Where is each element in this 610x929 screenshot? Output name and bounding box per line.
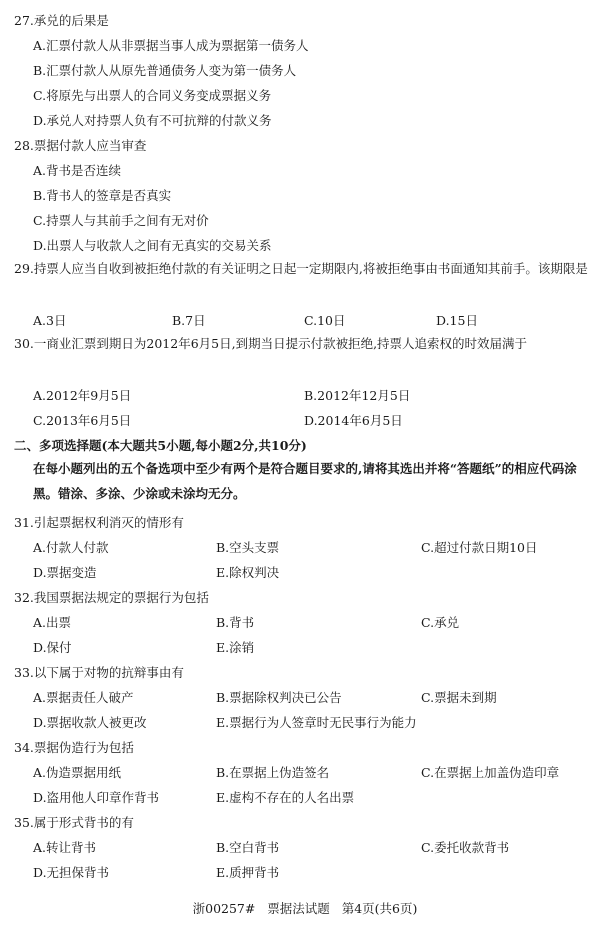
question-32-option-b: B.背书 [216,615,255,630]
question-32-option-e: E.涂销 [216,640,255,655]
question-30-option-d: D.2014年6月5日 [304,413,403,428]
section-2-title: 二、多项选择题(本大题共5小题,每小题2分,共10分) [14,438,307,453]
question-34-option-e: E.虚构不存在的人名出票 [216,790,355,805]
question-28-option-d: D.出票人与收款人之间有无真实的交易关系 [33,238,272,253]
question-27-option-c: C.将原先与出票人的合同义务变成票据义务 [33,88,272,103]
question-28-stem: 28.票据付款人应当审查 [14,138,147,153]
question-31-option-c: C.超过付款日期10日 [421,540,538,555]
question-32-option-d: D.保付 [33,640,72,655]
question-33-option-c: C.票据未到期 [421,690,497,705]
question-35-option-e: E.质押背书 [216,865,280,880]
question-35-option-b: B.空白背书 [216,840,280,855]
question-31-option-e: E.除权判决 [216,565,280,580]
question-31-option-a: A.付款人付款 [33,540,109,555]
question-33-option-e: E.票据行为人签章时无民事行为能力 [216,715,417,730]
question-34-option-a: A.伪造票据用纸 [33,765,122,780]
question-34-option-c: C.在票据上加盖伪造印章 [421,765,560,780]
question-29-option-b: B.7日 [172,313,206,328]
question-28-option-b: B.背书人的签章是否真实 [33,188,172,203]
question-31-stem: 31.引起票据权利消灭的情形有 [14,515,184,530]
question-30-option-c: C.2013年6月5日 [33,413,132,428]
question-31-option-b: B.空头支票 [216,540,280,555]
question-33-option-b: B.票据除权判决已公告 [216,690,342,705]
page-footer: 浙00257# 票据法试题 第4页(共6页) [192,901,418,916]
question-32-option-c: C.承兑 [421,615,460,630]
section-2-instruction: 在每小题列出的五个备选项中至少有两个是符合题目要求的,请将其选出并将“答题纸”的相应代码涂黑。错涂、多涂、少涂或未涂均无分。 [33,461,577,501]
question-27-option-a: A.汇票付款人从非票据当事人成为票据第一债务人 [33,38,309,53]
question-33-option-d: D.票据收款人被更改 [33,715,147,730]
question-35-stem: 35.属于形式背书的有 [14,815,134,830]
question-27-stem: 27.承兑的后果是 [14,13,109,28]
question-29-option-d: D.15日 [436,313,478,328]
question-35-option-d: D.无担保背书 [33,865,110,880]
question-33-option-a: A.票据责任人破产 [33,690,134,705]
question-29-option-a: A.3日 [33,313,67,328]
question-34-option-d: D.盗用他人印章作背书 [33,790,160,805]
question-28-option-c: C.持票人与其前手之间有无对价 [33,213,209,228]
question-29-stem: 29.持票人应当自收到被拒绝付款的有关证明之日起一定期限内,将被拒绝事由书面通知其前手。该期限是 [14,261,588,276]
question-30-option-b: B.2012年12月5日 [304,388,411,403]
question-34-stem: 34.票据伪造行为包括 [14,740,134,755]
question-33-stem: 33.以下属于对物的抗辩事由有 [14,665,184,680]
question-27-option-b: B.汇票付款人从原先普通债务人变为第一债务人 [33,63,297,78]
question-28-option-a: A.背书是否连续 [33,163,122,178]
question-30-stem: 30.一商业汇票到期日为2012年6月5日,到期当日提示付款被拒绝,持票人追索权的时效届满于 [14,336,528,351]
question-35-option-a: A.转让背书 [33,840,97,855]
question-35-option-c: C.委托收款背书 [421,840,510,855]
question-27-option-d: D.承兑人对持票人负有不可抗辩的付款义务 [33,113,272,128]
question-32-stem: 32.我国票据法规定的票据行为包括 [14,590,209,605]
question-32-option-a: A.出票 [33,615,72,630]
question-31-option-d: D.票据变造 [33,565,97,580]
question-34-option-b: B.在票据上伪造签名 [216,765,330,780]
question-30-option-a: A.2012年9月5日 [33,388,132,403]
question-29-option-c: C.10日 [304,313,346,328]
